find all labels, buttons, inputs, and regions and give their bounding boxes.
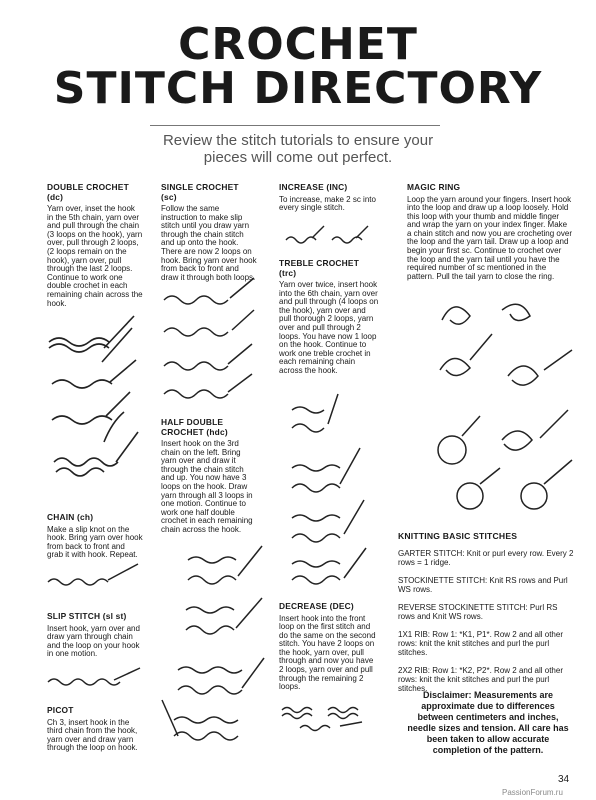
treble-crochet-illustration: [278, 388, 378, 588]
stitch-slip-stitch: [47, 612, 143, 659]
knitting-heading: KNITTING BASIC STITCHES: [398, 531, 518, 541]
page-number: 34: [558, 774, 570, 785]
page-title-line1: CROCHET: [178, 19, 418, 70]
page-subtitle: Review the stitch tutorials to ensure your pieces will come out perfect.: [162, 132, 434, 166]
stitch-name: INCREASE (INC): [279, 182, 348, 192]
chain-illustration: [44, 562, 144, 592]
stitch-text: Make a slip knot on the hook. Bring yarn over hook from back to front and grab it with hook. Repeat.: [47, 524, 143, 560]
stitch-text: To increase, make 2 sc into every single stitch.: [279, 194, 376, 213]
slip-stitch-illustration: [44, 664, 144, 690]
stitch-text: Yarn over, inset the hook in the 5th chain, yarn over and pull through the chain (3 loops on the hook), yarn over, pull through 2 loops, (2 loops remain on the hook), yarn over, pull through the last 2 loops. Continue to work one double crochet in each remaining chain across the hook.: [47, 204, 143, 308]
stitch-text: Ch 3, insert hook in the third chain from the hook, yarn over and draw yarn through the loop on hook.: [47, 717, 138, 753]
half-double-crochet-illustration: [158, 540, 268, 750]
single-crochet-illustration: [158, 276, 258, 406]
stitch-treble-crochet: TREBLE CROCHET (trc) Yarn over twice, insert hook into the 6th chain, yarn over and pull through (4 loops on the hook), yarn over and pull thorough 2 loops, yarn over and pull through 2 loops. You have now 1 loop on the hook. Continue to work one treble crochet in each remaining chain across the hook.: [279, 258, 379, 375]
stitch-text: Insert hook, yarn over and draw yarn through chain and the loop on your hook in one motion.: [47, 623, 140, 659]
rib-2x2-text: 2X2 RIB: Row 1: *K2, P2*. Row 2 and all other rows: knit the knit stitches and purl the purl stitches.: [398, 666, 563, 693]
stitch-name: PICOT: [47, 705, 74, 715]
stitch-name: TREBLE CROCHET: [279, 258, 360, 268]
knitting-basic-stitches: [398, 532, 576, 702]
stitch-single-crochet: SINGLE CROCHET (sc) Follow the same instruction to make slip stitch until you draw yarn through the chain stitch and up onto the hook. There are now 2 loops on hook. Bring yarn over hook from back to front and draw it through both loops.: [161, 182, 257, 282]
stitch-name: DECREASE (DEC): [279, 601, 354, 611]
stitch-text: Insert hook on the 3rd chain on the left. Bring yarn over and draw it through the chain stitch and up. You now have 3 loops on the hook. Draw yarn through all 3 loops in one motion. Continue to work one half double crochet in each remaining chain across the hook.: [161, 439, 253, 534]
stitch-name: HALF DOUBLE: [161, 417, 224, 427]
stitch-half-double-crochet: HALF DOUBLE CROCHET (hdc) Insert hook on the 3rd chain on the left. Bring yarn over and draw it through the chain stitch and up. You now have 3 loops on the hook. Draw yarn through all 3 loops in one motion. Continue to work one half double crochet in each remaining chain across the hook.: [161, 418, 257, 535]
stitch-increase: [279, 183, 379, 213]
stitch-double-crochet: DOUBLE CROCHET (dc) Yarn over, inset the hook in the 5th chain, yarn over and pull through the chain (3 loops on the hook), yarn over, pull through 2 loops, (2 loops remain on the hook), yarn over, pull through the last 2 loops. Continue to work one double crochet in each remaining chain across the hook.: [47, 182, 143, 308]
stitch-text: Loop the yarn around your fingers. Insert hook into the loop and draw up a loop loosely. Hold this loop with your thumb and middle finger and wrap the yarn on your index finger. Make a chain stitch and now you are crocheting over the loop and the yarn tail. Draw up a loop and begin your first sc. Continue to crochet over the loop and the yarn tail until you have the required number of sc mentioned in the pattern. Pull the tail yarn to close the ring.: [407, 194, 572, 281]
stockinette-stitch-text: STOCKINETTE STITCH: Knit RS rows and Purl WS rows.: [398, 576, 568, 594]
stitch-text: Follow the same instruction to make slip stitch until you draw yarn through the chain stitch and up onto the hook. There are now 2 loops on hook. Bring yarn over hook from back to front and draw it through both loops.: [161, 204, 257, 282]
stitch-text: Insert hook into the front loop on the first stitch and do the same on the second stitch. You have 2 loops on the hook, yarn over, pull through and now you have 2 loops, yarn over and pull through the remaining 2 loops.: [279, 613, 376, 692]
rib-1x1-text: 1X1 RIB: Row 1: *K1, P1*. Row 2 and all other rows: knit the knit stitches and purl the purl stitches.: [398, 630, 563, 657]
magic-ring-illustration: [432, 290, 580, 518]
reverse-stockinette-text: REVERSE STOCKINETTE STITCH: Purl RS rows and Knit WS rows.: [398, 603, 558, 621]
stitch-magic-ring: [407, 183, 573, 281]
disclaimer: Disclaimer: Measurements are approximate due to differences between centimeters and inches, needle sizes and tension. All care has been taken to allow accurate completion of the pattern.: [407, 690, 569, 755]
stitch-decrease: [279, 602, 379, 692]
stitch-chain: [47, 513, 143, 560]
stitch-name: MAGIC RING: [407, 182, 461, 192]
watermark: PassionForum.ru: [502, 788, 563, 797]
stitch-picot: [47, 706, 143, 753]
stitch-name: SINGLE CROCHET: [161, 182, 239, 192]
double-crochet-illustration: [44, 312, 144, 504]
stitch-text: Yarn over twice, insert hook into the 6th chain, yarn over and pull through (4 loops on the hook), yarn over and pull thorough 2 loops, yarn over and pull through 2 loops. You have now 1 loop on the hook. Continue to work one treble crochet in each remaining chain across the hook.: [279, 280, 379, 375]
title-divider: [150, 125, 440, 126]
increase-illustration: [282, 222, 372, 248]
decrease-illustration: [280, 698, 370, 732]
page-title-line2: STITCH DIRECTORY: [53, 63, 543, 114]
stitch-name: SLIP STITCH (sl st): [47, 611, 127, 621]
stitch-name: CHAIN (ch): [47, 512, 94, 522]
garter-stitch-text: GARTER STITCH: Knit or purl every row. Every 2 rows = 1 ridge.: [398, 549, 574, 567]
stitch-name: DOUBLE CROCHET: [47, 182, 129, 192]
